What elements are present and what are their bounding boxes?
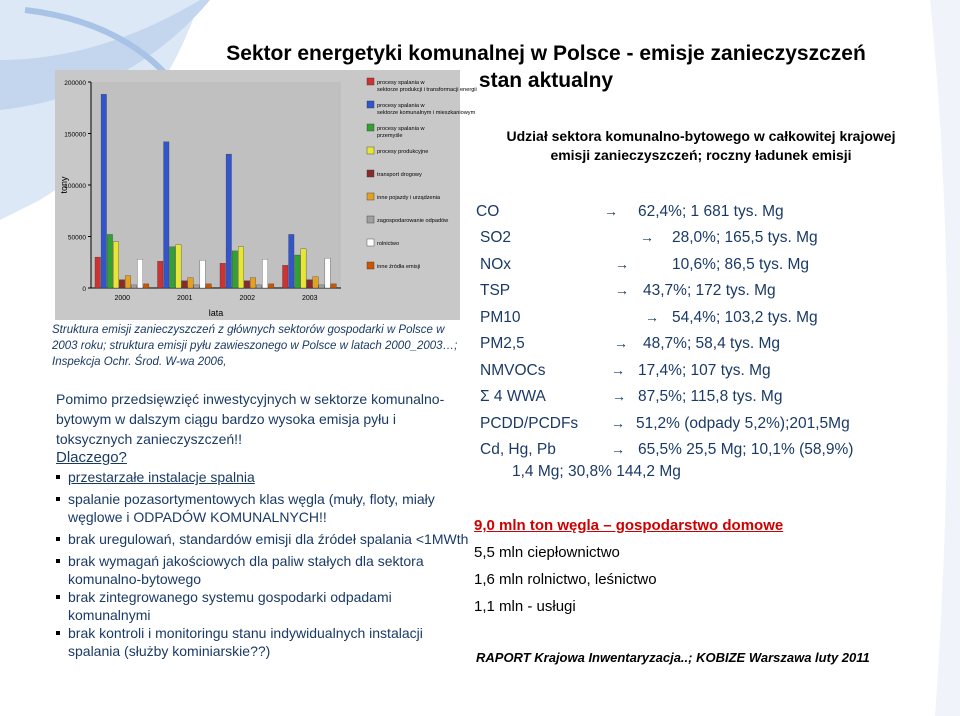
legend-swatch xyxy=(367,216,374,223)
pollutant-name: PCDD/PCDFs xyxy=(480,415,579,432)
arrow-icon: → xyxy=(611,441,625,457)
legend-label: procesy spalania w sektorze komunalnym i mieszkaniowym xyxy=(377,103,476,116)
legend-swatch xyxy=(367,170,374,177)
reason-item: brak zintegrowanego systemu gospodarki odpadami komunalnymi xyxy=(56,588,476,624)
x-axis-label: lata xyxy=(208,308,224,318)
reason-item: spalanie pozasortymentowych klas węgla (muły, floty, miały węglowe i ODPADÓW KOMUNALNYCH!! xyxy=(56,490,476,526)
y-tick-label: 150000 xyxy=(64,131,86,139)
legend-swatch xyxy=(367,101,374,108)
why-heading: Dlaczego? xyxy=(56,449,127,466)
bar xyxy=(256,285,261,288)
bar xyxy=(331,284,336,288)
x-tick-label: 2001 xyxy=(176,295,193,302)
bar xyxy=(95,257,100,288)
bar xyxy=(226,154,231,288)
arrow-icon: → xyxy=(604,203,618,219)
coal-heating: 5,5 mln ciepłownictwo xyxy=(474,544,620,561)
bar xyxy=(164,142,169,288)
bar xyxy=(301,249,306,288)
x-tick-label: 2002 xyxy=(239,295,256,302)
bar xyxy=(131,285,136,288)
pollutant-value: 28,0%; 165,5 tys. Mg xyxy=(672,229,818,246)
arrow-icon: → xyxy=(612,388,626,404)
chart-caption: Struktura emisji zanieczyszczeń z głównych sektorów gospodarki w Polsce w 2003 roku; struktura emisji pyłu zawieszonego w Polsce w latach 2000_2003…; Inspekcja Ochr. Środ. W-wa 2006, xyxy=(52,324,458,368)
reason-item: brak wymagań jakościowych dla paliw stałych dla sektora komunalno-bytowego xyxy=(56,552,476,588)
bar xyxy=(262,259,267,288)
y-tick-label: 0 xyxy=(82,286,86,293)
bar xyxy=(268,284,273,288)
bar xyxy=(232,251,237,288)
bar xyxy=(119,280,124,288)
bar xyxy=(158,261,163,288)
bar xyxy=(206,284,211,288)
x-tick-label: 2003 xyxy=(301,295,318,302)
pollutant-value: 48,7%; 58,4 tys. Mg xyxy=(643,335,780,352)
legend-swatch xyxy=(367,193,374,200)
source-reference: RAPORT Krajowa Inwentaryzacja..; KOBIZE Warszawa luty 2011 xyxy=(476,650,870,665)
reason-item: brak uregulowań, standardów emisji dla źródeł spalania <1MWth xyxy=(56,530,476,548)
pollutant-name: PM10 xyxy=(480,309,521,326)
bar xyxy=(313,277,318,288)
legend-swatch xyxy=(367,124,374,131)
investment-note: Pomimo przedsięwzięć inwestycyjnych w sektorze komunalno-bytowym w dalszym ciągu bardzo wysoka emisja pyłu i toksycznych zanieczyszczeń!! xyxy=(56,391,445,447)
pollutant-value-extra: 1,4 Mg; 30,8% 144,2 Mg xyxy=(512,463,681,480)
bar xyxy=(200,260,205,288)
bar xyxy=(244,281,249,288)
arrow-icon: → xyxy=(611,362,625,378)
legend-label: inne źródła emisji xyxy=(377,264,421,270)
bar xyxy=(194,285,199,288)
legend-label: procesy spalania w przemyśle xyxy=(377,126,425,139)
y-tick-label: 200000 xyxy=(64,80,86,87)
y-tick-label: 50000 xyxy=(67,234,86,242)
bar xyxy=(137,259,142,288)
legend-swatch xyxy=(367,262,374,269)
legend-swatch xyxy=(367,239,374,246)
legend-label: zagospodarowanie odpadów xyxy=(377,218,449,224)
pollutant-value: 17,4%; 107 tys. Mg xyxy=(638,362,771,379)
title-line-2: stan aktualny xyxy=(478,69,614,92)
pollutant-name: NMVOCs xyxy=(480,362,546,379)
arrow-icon: → xyxy=(615,282,629,298)
legend-label: inne pojazdy i urządzenia xyxy=(377,195,441,201)
legend-label: transport drogowy xyxy=(377,172,422,178)
reason-item: przestarzałe instalacje spalnia xyxy=(56,468,476,486)
emission-bar-chart xyxy=(55,70,477,320)
pollutant-name: TSP xyxy=(480,282,511,299)
pollutant-value: 43,7%; 172 tys. Mg xyxy=(643,282,776,299)
bar xyxy=(188,278,193,288)
reason-item: brak kontroli i monitoringu stanu indywidualnych instalacji spalania (służby kominiarskie??) xyxy=(56,624,476,660)
coal-services: 1,1 mln - usługi xyxy=(474,598,576,615)
bar xyxy=(101,94,106,288)
arrow-icon: → xyxy=(645,309,659,325)
pollutant-value: 10,6%; 86,5 tys. Mg xyxy=(672,256,809,273)
pollutant-name: SO2 xyxy=(480,229,512,246)
pollutant-value: 65,5% 25,5 Mg; 10,1% (58,9%) xyxy=(638,441,854,458)
share-title-line-1: Udział sektora komunalno-bytowego w całkowitej krajowej xyxy=(506,128,896,144)
pollutant-name: NOx xyxy=(480,256,511,273)
bar xyxy=(238,247,243,288)
bar xyxy=(289,234,294,288)
coal-agriculture: 1,6 mln rolnictwo, leśnictwo xyxy=(474,571,657,588)
bar xyxy=(182,281,187,288)
arrow-icon: → xyxy=(640,229,654,245)
y-tick-label: 100000 xyxy=(64,183,86,190)
arrow-icon: → xyxy=(615,256,629,272)
bar-chart-panel xyxy=(55,70,477,320)
reasons-list xyxy=(56,468,476,660)
title-line-1: Sektor energetyki komunalnej w Polsce - emisje zanieczyszczeń xyxy=(226,42,866,65)
pollutant-name: Σ 4 WWA xyxy=(480,388,546,405)
bar xyxy=(107,234,112,288)
coal-households: 9,0 mln ton węgla – gospodarstwo domowe xyxy=(474,517,784,534)
arrow-icon: → xyxy=(611,415,625,431)
pollutant-name: CO xyxy=(476,203,500,220)
pollutant-value: 54,4%; 103,2 tys. Mg xyxy=(672,309,818,326)
bar xyxy=(220,263,225,288)
bar xyxy=(143,284,148,288)
pollutant-value: 87,5%; 115,8 tys. Mg xyxy=(638,388,783,405)
pollutant-value: 62,4%; 1 681 tys. Mg xyxy=(638,203,784,220)
bar xyxy=(170,247,175,288)
legend-label: procesy produkcyjne xyxy=(377,149,429,155)
pollutant-name: PM2,5 xyxy=(480,335,525,352)
bar xyxy=(319,285,324,288)
legend-swatch xyxy=(367,147,374,154)
bar xyxy=(295,255,300,288)
share-title-line-2: emisji zanieczyszczeń; roczny ładunek emisji xyxy=(550,147,852,163)
arrow-icon: → xyxy=(614,335,628,351)
y-axis-label: tony xyxy=(59,176,69,194)
bar xyxy=(283,265,288,288)
bar xyxy=(250,278,255,288)
legend-swatch xyxy=(367,78,374,85)
legend-label: procesy spalania w sektorze produkcji i transformacji energii xyxy=(377,80,477,93)
pollutant-name: Cd, Hg, Pb xyxy=(480,441,556,458)
pollutant-value: 51,2% (odpady 5,2%);201,5Mg xyxy=(636,415,850,432)
legend-label: rolnictwo xyxy=(377,241,400,247)
bar xyxy=(113,242,118,288)
bar xyxy=(176,245,181,288)
x-tick-label: 2000 xyxy=(114,295,131,302)
bar xyxy=(307,280,312,288)
bar xyxy=(125,276,130,288)
bar xyxy=(325,258,330,288)
share-title xyxy=(476,127,926,165)
